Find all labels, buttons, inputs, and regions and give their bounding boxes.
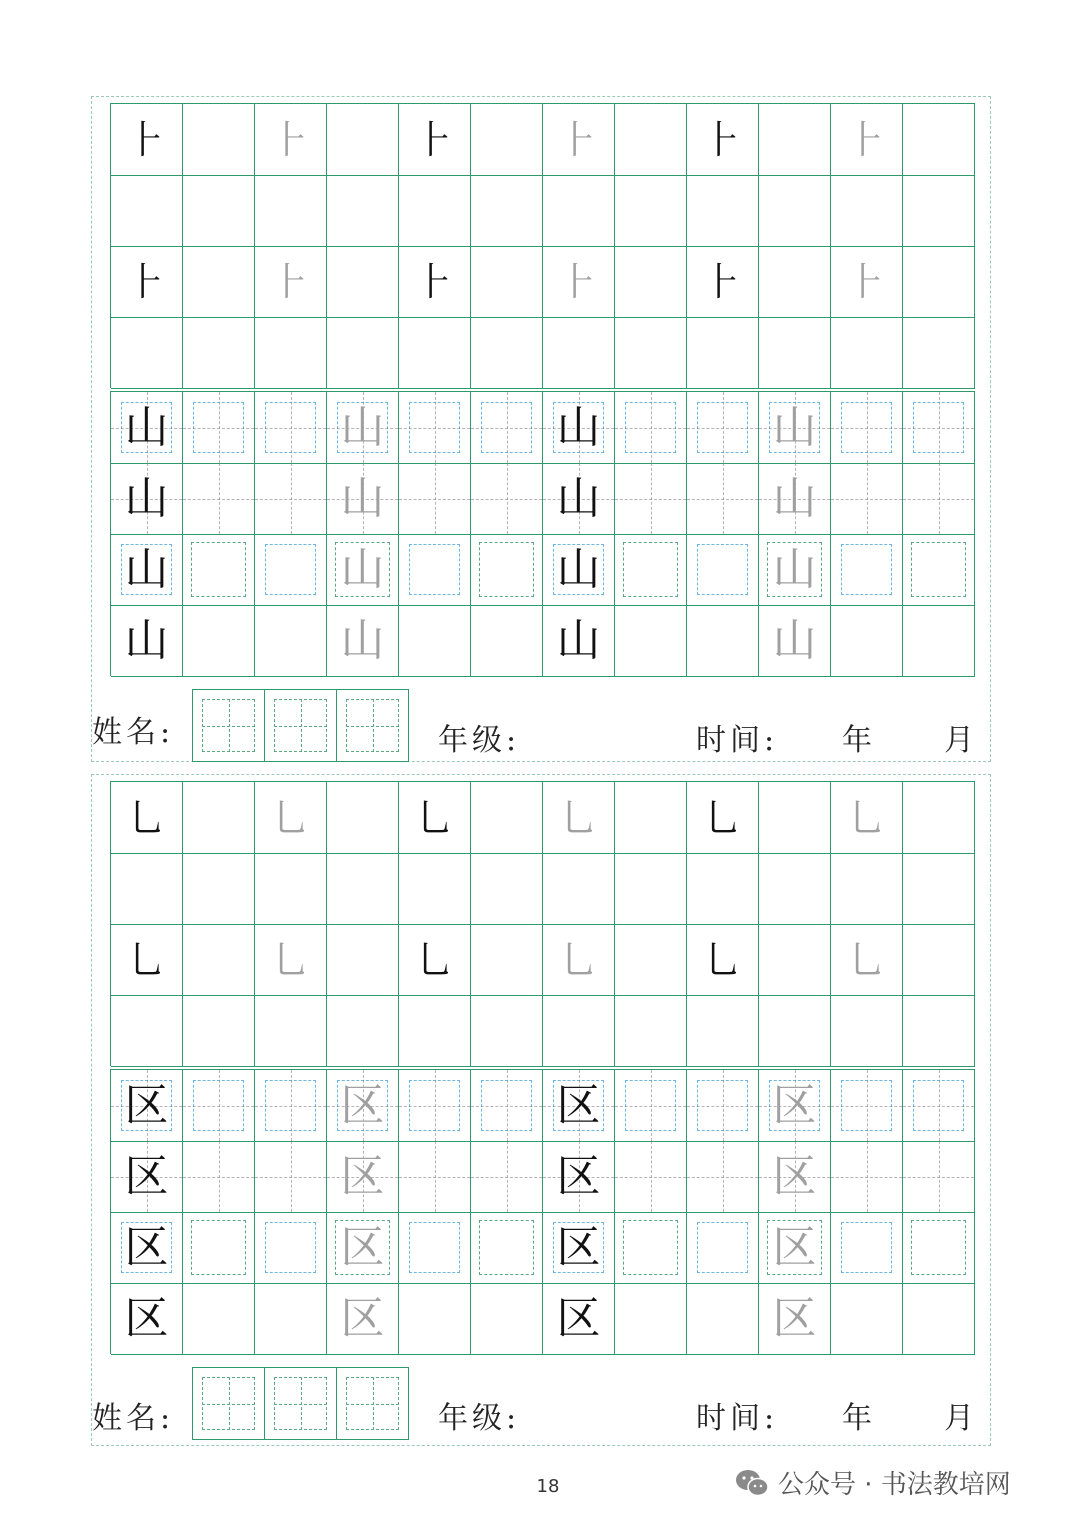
grid-cell[interactable] xyxy=(903,1070,975,1142)
grid-cell[interactable] xyxy=(831,534,903,606)
grid-cell[interactable] xyxy=(111,175,183,247)
grid-cell[interactable] xyxy=(399,924,471,996)
model-character: 乚 xyxy=(703,795,742,840)
model-character: 山 xyxy=(340,401,385,453)
footer-1 xyxy=(92,689,992,761)
grid-cell[interactable] xyxy=(111,995,183,1067)
model-character: 乚 xyxy=(415,937,454,982)
time-label: 时间: xyxy=(696,1401,779,1436)
grid-cell[interactable] xyxy=(615,1212,687,1284)
grid-cell[interactable] xyxy=(111,605,183,677)
grid-cell[interactable] xyxy=(255,392,327,464)
grid-cell[interactable] xyxy=(255,605,327,677)
grid-cell[interactable] xyxy=(183,853,255,925)
grid-cell[interactable] xyxy=(327,1212,399,1284)
grid-cell[interactable] xyxy=(903,175,975,247)
grid-cell[interactable] xyxy=(255,534,327,606)
name-box[interactable] xyxy=(265,690,337,761)
stroke-grid-1 xyxy=(110,103,975,388)
grid-cell[interactable] xyxy=(687,534,759,606)
name-box[interactable] xyxy=(337,690,408,761)
grid-cell[interactable] xyxy=(903,534,975,606)
grid-cell[interactable] xyxy=(759,605,831,677)
grid-cell[interactable] xyxy=(543,534,615,606)
model-character: 山 xyxy=(340,614,385,666)
grid-cell[interactable] xyxy=(111,853,183,925)
grid-cell[interactable] xyxy=(687,1141,759,1213)
grid-cell[interactable] xyxy=(831,1070,903,1142)
name-label: 姓名: xyxy=(92,1401,175,1436)
stroke-grid-2 xyxy=(110,781,975,1066)
grid-cell[interactable] xyxy=(471,175,543,247)
grid-cell[interactable] xyxy=(615,924,687,996)
char-grid-2 xyxy=(110,1069,975,1354)
model-character: 山 xyxy=(772,472,817,524)
grid-cell[interactable] xyxy=(687,1212,759,1284)
model-character: 区 xyxy=(340,1221,385,1273)
model-character: 山 xyxy=(124,401,169,453)
stroke-row xyxy=(111,104,975,175)
grid-cell[interactable] xyxy=(111,463,183,535)
watermark-text: 公众号 · 书法教培网 xyxy=(778,1470,1011,1500)
grid-cell[interactable] xyxy=(687,1283,759,1355)
model-character: 区 xyxy=(556,1150,601,1202)
grid-cell[interactable] xyxy=(327,104,399,176)
model-character: 乚 xyxy=(847,937,886,982)
name-input-boxes[interactable] xyxy=(192,1367,409,1440)
grid-cell[interactable] xyxy=(687,175,759,247)
grid-cell[interactable] xyxy=(759,1070,831,1142)
grid-cell[interactable] xyxy=(543,605,615,677)
grid-cell[interactable] xyxy=(615,317,687,389)
wechat-icon xyxy=(734,1468,770,1498)
grid-cell[interactable] xyxy=(615,246,687,318)
model-character: 乚 xyxy=(559,795,598,840)
grid-cell[interactable] xyxy=(543,1283,615,1355)
char-row-plain xyxy=(111,605,975,676)
grid-cell[interactable] xyxy=(183,1212,255,1284)
grid-cell[interactable] xyxy=(831,1283,903,1355)
grid-cell[interactable] xyxy=(471,605,543,677)
grid-cell[interactable] xyxy=(615,605,687,677)
grid-cell[interactable] xyxy=(759,104,831,176)
grid-cell[interactable] xyxy=(471,392,543,464)
stroke-row-empty xyxy=(111,853,975,924)
grid-cell[interactable] xyxy=(615,995,687,1067)
model-character: ⺊ xyxy=(703,259,742,304)
practice-sheet-2 xyxy=(91,774,991,1446)
grid-cell[interactable] xyxy=(327,924,399,996)
grid-cell[interactable] xyxy=(111,1283,183,1355)
model-character: 山 xyxy=(556,472,601,524)
grid-cell[interactable] xyxy=(759,1212,831,1284)
grid-cell[interactable] xyxy=(111,534,183,606)
model-character: 山 xyxy=(772,401,817,453)
model-character: 区 xyxy=(340,1292,385,1344)
grid-cell[interactable] xyxy=(903,1141,975,1213)
model-character: 区 xyxy=(124,1150,169,1202)
model-character: 区 xyxy=(124,1221,169,1273)
grid-cell[interactable] xyxy=(615,463,687,535)
grid-cell[interactable] xyxy=(615,104,687,176)
grid-cell[interactable] xyxy=(759,246,831,318)
grid-cell[interactable] xyxy=(471,853,543,925)
grid-cell[interactable] xyxy=(831,104,903,176)
page-number: 18 xyxy=(536,1476,560,1497)
grid-cell[interactable] xyxy=(255,246,327,318)
grid-cell[interactable] xyxy=(111,1141,183,1213)
grid-cell[interactable] xyxy=(183,246,255,318)
model-character: 区 xyxy=(772,1292,817,1344)
watermark xyxy=(734,1464,1011,1501)
grid-cell[interactable] xyxy=(255,175,327,247)
model-character: 区 xyxy=(772,1150,817,1202)
grid-cell[interactable] xyxy=(399,782,471,854)
grid-cell[interactable] xyxy=(327,1070,399,1142)
model-character: 乚 xyxy=(847,795,886,840)
grid-cell[interactable] xyxy=(255,924,327,996)
grid-cell[interactable] xyxy=(399,246,471,318)
grid-cell[interactable] xyxy=(399,104,471,176)
grid-cell[interactable] xyxy=(183,1070,255,1142)
grid-cell[interactable] xyxy=(615,534,687,606)
grid-cell[interactable] xyxy=(183,534,255,606)
grid-cell[interactable] xyxy=(183,392,255,464)
grid-cell[interactable] xyxy=(759,392,831,464)
grid-cell[interactable] xyxy=(255,1141,327,1213)
grid-cell[interactable] xyxy=(111,246,183,318)
grid-cell[interactable] xyxy=(831,1141,903,1213)
model-character: 乚 xyxy=(127,937,166,982)
model-character: ⺊ xyxy=(127,117,166,162)
grid-cell[interactable] xyxy=(471,1212,543,1284)
name-label: 姓名: xyxy=(92,715,175,750)
model-character: 乚 xyxy=(415,795,454,840)
name-input-boxes[interactable] xyxy=(192,689,409,762)
model-character: ⺊ xyxy=(703,117,742,162)
model-character: 乚 xyxy=(703,937,742,982)
grid-cell[interactable] xyxy=(471,317,543,389)
model-character: 区 xyxy=(556,1221,601,1273)
grid-cell[interactable] xyxy=(255,1212,327,1284)
grid-cell[interactable] xyxy=(615,1070,687,1142)
grid-cell[interactable] xyxy=(543,924,615,996)
grid-cell[interactable] xyxy=(543,1212,615,1284)
model-character: ⺊ xyxy=(415,259,454,304)
model-character: 山 xyxy=(772,614,817,666)
model-character: 区 xyxy=(556,1079,601,1131)
grid-cell[interactable] xyxy=(831,605,903,677)
grid-cell[interactable] xyxy=(111,924,183,996)
model-character: 乚 xyxy=(127,795,166,840)
grid-cell[interactable] xyxy=(255,463,327,535)
grid-cell[interactable] xyxy=(687,104,759,176)
model-character: 乚 xyxy=(559,937,598,982)
grid-cell[interactable] xyxy=(399,1283,471,1355)
grid-cell[interactable] xyxy=(399,175,471,247)
grid-cell[interactable] xyxy=(831,1212,903,1284)
grid-cell[interactable] xyxy=(471,924,543,996)
grid-cell[interactable] xyxy=(903,1212,975,1284)
grid-cell[interactable] xyxy=(327,853,399,925)
grid-cell[interactable] xyxy=(687,1070,759,1142)
grid-cell[interactable] xyxy=(471,995,543,1067)
model-character: 区 xyxy=(772,1079,817,1131)
grid-cell[interactable] xyxy=(687,246,759,318)
model-character: ⺊ xyxy=(559,117,598,162)
grid-cell[interactable] xyxy=(687,853,759,925)
grid-cell[interactable] xyxy=(687,995,759,1067)
grid-cell[interactable] xyxy=(543,1070,615,1142)
practice-sheet-1 xyxy=(91,96,991,762)
grid-cell[interactable] xyxy=(111,1212,183,1284)
grid-cell[interactable] xyxy=(831,246,903,318)
model-character: 乚 xyxy=(271,795,310,840)
grid-cell[interactable] xyxy=(399,534,471,606)
char-row-guides xyxy=(111,463,975,534)
grid-cell[interactable] xyxy=(399,605,471,677)
grid-cell[interactable] xyxy=(687,924,759,996)
stroke-row xyxy=(111,782,975,853)
grid-cell[interactable] xyxy=(399,995,471,1067)
grid-cell[interactable] xyxy=(615,1141,687,1213)
grid-cell[interactable] xyxy=(327,392,399,464)
char-row-boxed-guides xyxy=(111,392,975,463)
grid-cell[interactable] xyxy=(543,175,615,247)
grid-cell[interactable] xyxy=(615,1283,687,1355)
grid-cell[interactable] xyxy=(687,463,759,535)
grid-cell[interactable] xyxy=(399,463,471,535)
name-box[interactable] xyxy=(193,690,265,761)
grid-cell[interactable] xyxy=(183,463,255,535)
year-label: 年 xyxy=(842,723,876,758)
grid-cell[interactable] xyxy=(759,853,831,925)
grid-cell[interactable] xyxy=(759,1283,831,1355)
name-box[interactable] xyxy=(337,1368,408,1439)
grid-cell[interactable] xyxy=(471,534,543,606)
grid-cell[interactable] xyxy=(183,104,255,176)
char-row-plain xyxy=(111,1283,975,1354)
grid-cell[interactable] xyxy=(759,463,831,535)
grid-cell[interactable] xyxy=(111,782,183,854)
grid-cell[interactable] xyxy=(111,1070,183,1142)
grid-cell[interactable] xyxy=(759,924,831,996)
grid-cell[interactable] xyxy=(111,392,183,464)
grid-cell[interactable] xyxy=(903,853,975,925)
grade-label: 年级: xyxy=(438,1401,521,1436)
grid-cell[interactable] xyxy=(831,317,903,389)
grid-cell[interactable] xyxy=(903,246,975,318)
grid-cell[interactable] xyxy=(687,392,759,464)
grid-cell[interactable] xyxy=(255,1283,327,1355)
model-character: ⺊ xyxy=(127,259,166,304)
grid-cell[interactable] xyxy=(615,853,687,925)
month-label: 月 xyxy=(944,723,978,758)
stroke-row xyxy=(111,246,975,317)
grid-cell[interactable] xyxy=(687,605,759,677)
grid-cell[interactable] xyxy=(903,463,975,535)
grid-cell[interactable] xyxy=(831,782,903,854)
grid-cell[interactable] xyxy=(471,1141,543,1213)
char-row-guides xyxy=(111,1141,975,1212)
grid-cell[interactable] xyxy=(543,853,615,925)
model-character: 山 xyxy=(772,543,817,595)
grid-cell[interactable] xyxy=(903,782,975,854)
grid-cell[interactable] xyxy=(183,1141,255,1213)
grid-cell[interactable] xyxy=(831,392,903,464)
grid-cell[interactable] xyxy=(543,1141,615,1213)
grid-cell[interactable] xyxy=(183,605,255,677)
model-character: 山 xyxy=(556,401,601,453)
model-character: 区 xyxy=(556,1292,601,1344)
model-character: ⺊ xyxy=(415,117,454,162)
grid-cell[interactable] xyxy=(255,104,327,176)
model-character: 区 xyxy=(340,1150,385,1202)
grid-cell[interactable] xyxy=(759,534,831,606)
grid-cell[interactable] xyxy=(471,1283,543,1355)
grid-cell[interactable] xyxy=(831,924,903,996)
model-character: ⺊ xyxy=(847,117,886,162)
grid-cell[interactable] xyxy=(471,782,543,854)
grid-cell[interactable] xyxy=(471,104,543,176)
model-character: 乚 xyxy=(271,937,310,982)
time-label: 时间: xyxy=(696,723,779,758)
grid-cell[interactable] xyxy=(399,853,471,925)
grid-cell[interactable] xyxy=(543,995,615,1067)
grid-cell[interactable] xyxy=(759,175,831,247)
grid-cell[interactable] xyxy=(399,392,471,464)
grid-cell[interactable] xyxy=(759,782,831,854)
model-character: 区 xyxy=(124,1292,169,1344)
char-row-boxed xyxy=(111,534,975,605)
model-character: ⺊ xyxy=(271,259,310,304)
grid-cell[interactable] xyxy=(255,317,327,389)
grid-cell[interactable] xyxy=(543,463,615,535)
grid-cell[interactable] xyxy=(759,1141,831,1213)
model-character: 山 xyxy=(340,543,385,595)
grid-cell[interactable] xyxy=(615,392,687,464)
grid-cell[interactable] xyxy=(255,1070,327,1142)
grid-cell[interactable] xyxy=(327,246,399,318)
grid-cell[interactable] xyxy=(903,317,975,389)
grid-cell[interactable] xyxy=(615,175,687,247)
model-character: 山 xyxy=(124,543,169,595)
model-character: 山 xyxy=(124,614,169,666)
model-character: 山 xyxy=(556,614,601,666)
grid-cell[interactable] xyxy=(543,104,615,176)
grid-cell[interactable] xyxy=(831,995,903,1067)
grid-cell[interactable] xyxy=(327,782,399,854)
grid-cell[interactable] xyxy=(543,782,615,854)
grid-cell[interactable] xyxy=(183,782,255,854)
stroke-row-empty xyxy=(111,175,975,246)
grid-cell[interactable] xyxy=(183,1283,255,1355)
name-box[interactable] xyxy=(193,1368,265,1439)
grid-cell[interactable] xyxy=(543,317,615,389)
grid-cell[interactable] xyxy=(399,317,471,389)
grid-cell[interactable] xyxy=(327,1283,399,1355)
grid-cell[interactable] xyxy=(183,995,255,1067)
grid-cell[interactable] xyxy=(399,1212,471,1284)
grid-cell[interactable] xyxy=(255,782,327,854)
grade-label: 年级: xyxy=(438,723,521,758)
grid-cell[interactable] xyxy=(543,392,615,464)
grid-cell[interactable] xyxy=(615,782,687,854)
grid-cell[interactable] xyxy=(903,392,975,464)
month-label: 月 xyxy=(944,1401,978,1436)
footer-2 xyxy=(92,1367,992,1439)
grid-cell[interactable] xyxy=(543,246,615,318)
model-character: 山 xyxy=(124,472,169,524)
stroke-row-empty xyxy=(111,995,975,1066)
grid-cell[interactable] xyxy=(399,1141,471,1213)
grid-cell[interactable] xyxy=(183,175,255,247)
grid-cell[interactable] xyxy=(327,175,399,247)
name-box[interactable] xyxy=(265,1368,337,1439)
model-character: 山 xyxy=(340,472,385,524)
grid-cell[interactable] xyxy=(111,317,183,389)
grid-cell[interactable] xyxy=(471,1070,543,1142)
grid-cell[interactable] xyxy=(471,246,543,318)
grid-cell[interactable] xyxy=(255,853,327,925)
grid-cell[interactable] xyxy=(183,924,255,996)
grid-cell[interactable] xyxy=(687,317,759,389)
grid-cell[interactable] xyxy=(831,175,903,247)
grid-cell[interactable] xyxy=(327,317,399,389)
model-character: ⺊ xyxy=(847,259,886,304)
grid-cell[interactable] xyxy=(327,995,399,1067)
grid-cell[interactable] xyxy=(903,924,975,996)
grid-cell[interactable] xyxy=(327,605,399,677)
grid-cell[interactable] xyxy=(903,1283,975,1355)
grid-cell[interactable] xyxy=(759,317,831,389)
grid-cell[interactable] xyxy=(903,104,975,176)
grid-cell[interactable] xyxy=(687,782,759,854)
grid-cell[interactable] xyxy=(831,463,903,535)
char-grid-1 xyxy=(110,391,975,676)
grid-cell[interactable] xyxy=(327,534,399,606)
stroke-row-empty xyxy=(111,317,975,388)
year-label: 年 xyxy=(842,1401,876,1436)
model-character: 区 xyxy=(124,1079,169,1131)
model-character: 区 xyxy=(772,1221,817,1273)
grid-cell[interactable] xyxy=(111,104,183,176)
grid-cell[interactable] xyxy=(903,605,975,677)
char-row-boxed-guides xyxy=(111,1070,975,1141)
grid-cell[interactable] xyxy=(903,995,975,1067)
model-character: 区 xyxy=(340,1079,385,1131)
char-row-boxed xyxy=(111,1212,975,1283)
grid-cell[interactable] xyxy=(759,995,831,1067)
grid-cell[interactable] xyxy=(327,463,399,535)
model-character: ⺊ xyxy=(559,259,598,304)
model-character: ⺊ xyxy=(271,117,310,162)
model-character: 山 xyxy=(556,543,601,595)
grid-cell[interactable] xyxy=(471,463,543,535)
grid-cell[interactable] xyxy=(183,317,255,389)
grid-cell[interactable] xyxy=(255,995,327,1067)
stroke-row xyxy=(111,924,975,995)
grid-cell[interactable] xyxy=(831,853,903,925)
grid-cell[interactable] xyxy=(327,1141,399,1213)
grid-cell[interactable] xyxy=(399,1070,471,1142)
